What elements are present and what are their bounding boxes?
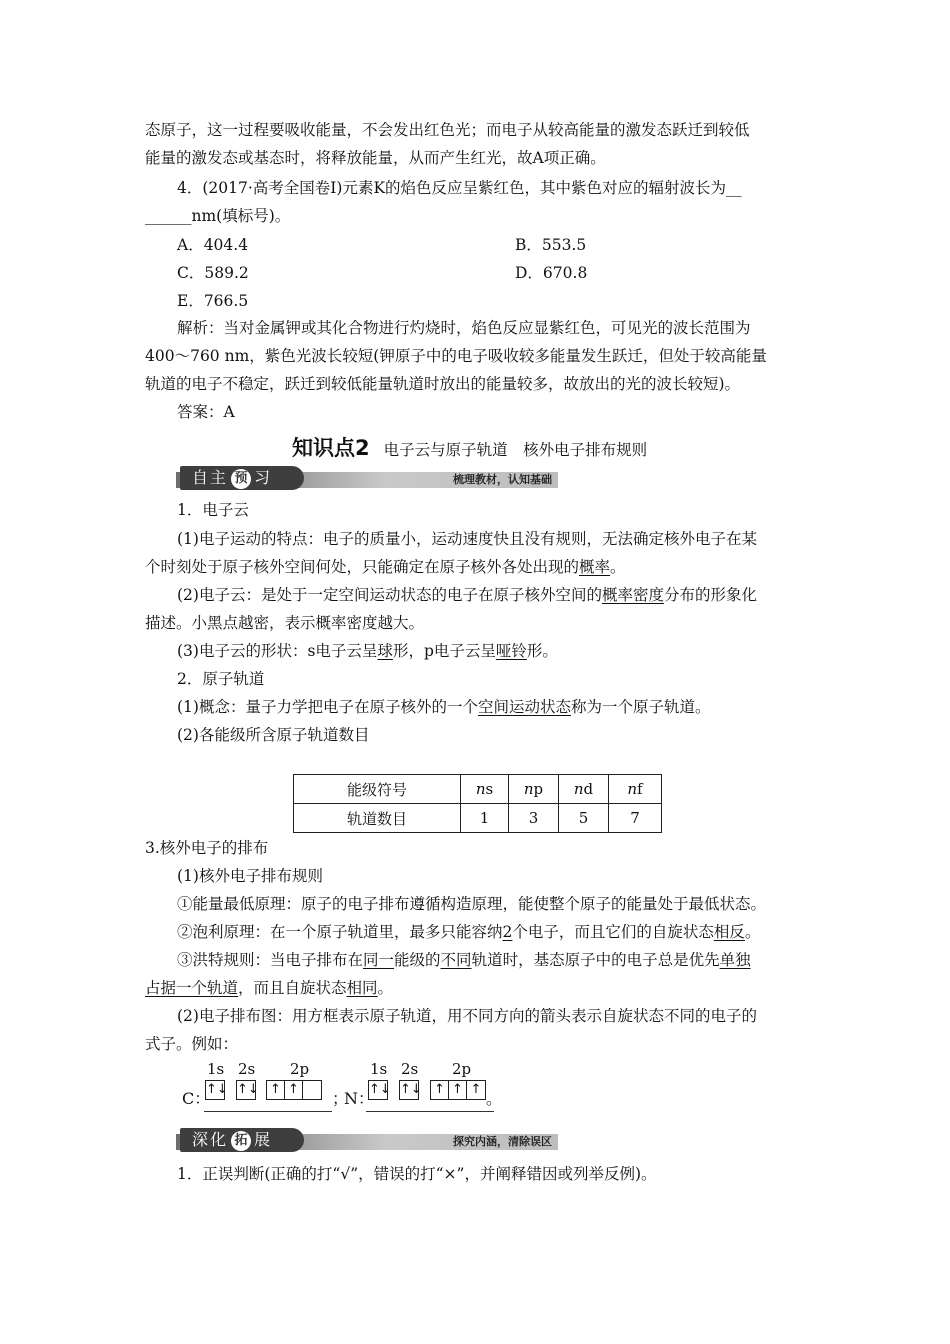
- question-4-line: 4．(2017·高考全国卷Ⅰ)元素K的焰色反应呈紫红色，其中紫色对应的辐射波长为__: [177, 179, 742, 197]
- banner-tag-text: 展: [254, 1130, 273, 1149]
- option-d: D．670.8: [515, 264, 588, 282]
- table-cell: 1: [461, 804, 509, 833]
- table-cell: nd: [559, 775, 609, 804]
- banner-tag: [180, 1128, 304, 1152]
- diagram-rule: [204, 1111, 332, 1112]
- separator: ；: [332, 1089, 349, 1108]
- rule-line: ②泡利原理：在一个原子轨道里，最多只能容纳2个电子，而且它们的自旋状态相反。: [177, 923, 761, 941]
- paragraph-line: (2)电子排布图：用方框表示原子轨道，用不同方向的箭头表示自旋状态不同的电子的: [177, 1007, 757, 1025]
- paragraph-line: (3)电子云的形状：s电子云呈球形，p电子云呈哑铃形。: [177, 642, 558, 660]
- paragraph-line: (1)电子运动的特点：电子的质量小，运动速度快且没有规则，无法确定核外电子在某: [177, 530, 757, 548]
- banner-tag-text: 深化: [192, 1130, 229, 1149]
- table-row: [294, 775, 662, 804]
- fill-in-answer: 同一: [363, 951, 395, 969]
- option-c: C．589.2: [177, 264, 249, 282]
- orbital-box-1s: ↑↓: [205, 1080, 225, 1100]
- orbital-box-2s: ↑↓: [236, 1080, 256, 1100]
- paragraph-line: 式子。例如：: [145, 1035, 239, 1053]
- option-b: B．553.5: [515, 236, 587, 254]
- knowledge-point-title: 知识点2: [292, 436, 370, 460]
- fill-in-answer: 不同: [440, 951, 472, 969]
- table-header-cell: 轨道数目: [294, 804, 461, 833]
- paragraph-line: 个时刻处于原子核外空间何处，只能确定在原子核外各处出现的概率。: [145, 558, 626, 576]
- section-banner-preview: [176, 466, 558, 490]
- paragraph-line: (1)概念：量子力学把电子在原子核外的一个空间运动状态称为一个原子轨道。: [177, 698, 711, 716]
- fill-in-answer: 空间运动状态: [477, 698, 571, 716]
- orbital-box-2p: ↑ ↑: [266, 1080, 322, 1100]
- banner-tag: [180, 466, 304, 490]
- orbital-label: 1s: [370, 1060, 388, 1078]
- question-line: 1．正误判断(正确的打“√”，错误的打“×”，并阐释错因或列举反例)。: [177, 1165, 657, 1183]
- paragraph-line: (2)电子云：是处于一定空间运动状态的电子在原子核外空间的概率密度分布的形象化: [177, 586, 757, 604]
- table-header-cell: 能级符号: [294, 775, 461, 804]
- orbital-box-2p: ↑ ↑ ↑: [430, 1080, 486, 1100]
- table-cell: 7: [609, 804, 662, 833]
- section-heading: 3.核外电子的排布: [145, 839, 269, 857]
- fill-in-answer: 单独: [719, 951, 751, 969]
- fill-in-answer: 哑铃: [495, 642, 527, 660]
- banner-tag-text: 习: [254, 468, 273, 487]
- question-4-line: ______nm(填标号)。: [145, 207, 291, 225]
- element-symbol-c: C：: [182, 1089, 211, 1108]
- orbital-count-table: [293, 774, 662, 833]
- analysis-line: 轨道的电子不稳定，跃迁到较低能量轨道时放出的能量较多，故放出的光的波长较短)。: [145, 375, 741, 393]
- option-a: A．404.4: [177, 236, 249, 254]
- fill-in-answer: 概率: [579, 558, 611, 576]
- banner-circle-char: 拓: [231, 1131, 251, 1151]
- analysis-line: 解析：当对金属钾或其化合物进行灼烧时，焰色反应显紫红色，可见光的波长范围为: [177, 319, 751, 337]
- fill-in-answer: 概率密度: [601, 586, 664, 604]
- diagram-rule: [366, 1111, 494, 1112]
- answer-line: 答案：A: [177, 403, 235, 421]
- table-row: [294, 804, 662, 833]
- section-heading: 1．电子云: [177, 501, 249, 519]
- paragraph-line: 态原子，这一过程要吸收能量，不会发出红色光；而电子从较高能量的激发态跃迁到较低: [145, 121, 750, 139]
- period: 。: [486, 1089, 503, 1108]
- fill-in-answer: 占据一个轨道: [145, 979, 239, 997]
- table-cell: np: [509, 775, 559, 804]
- fill-in-answer: 相同: [346, 979, 378, 997]
- table-cell: nf: [609, 775, 662, 804]
- section-banner-extension: [176, 1128, 558, 1152]
- paragraph-line: (1)核外电子排布规则: [177, 867, 323, 885]
- orbital-diagram: [0, 1058, 950, 1118]
- orbital-box-2s: ↑↓: [399, 1080, 419, 1100]
- orbital-label: 2s: [238, 1060, 256, 1078]
- section-heading: 2．原子轨道: [177, 670, 265, 688]
- fill-in-answer: 2: [502, 923, 513, 941]
- banner-hint: 梳理教材，认知基础: [453, 473, 552, 486]
- orbital-label: 2s: [401, 1060, 419, 1078]
- banner-tag-text: 自主: [192, 468, 229, 487]
- knowledge-point-subtitle: 电子云与原子轨道 核外电子排布规则: [383, 441, 648, 459]
- banner-hint: 探究内涵，清除误区: [453, 1135, 552, 1148]
- banner-circle-char: 预: [231, 469, 251, 489]
- paragraph-line: (2)各能级所含原子轨道数目: [177, 726, 370, 744]
- orbital-label: 2p: [452, 1060, 472, 1078]
- table-cell: 3: [509, 804, 559, 833]
- table-cell: 5: [559, 804, 609, 833]
- analysis-line: 400～760 nm，紫色光波长较短(钾原子中的电子吸收较多能量发生跃迁，但处于较高能量: [145, 347, 767, 365]
- orbital-box-1s: ↑↓: [368, 1080, 388, 1100]
- orbital-label: 1s: [207, 1060, 225, 1078]
- fill-in-answer: 球: [377, 642, 393, 660]
- rule-line: ①能量最低原理：原子的电子排布遵循构造原理，能使整个原子的能量处于最低状态。: [177, 895, 767, 913]
- rule-line: ③洪特规则：当电子排布在同一能级的不同轨道时，基态原子中的电子总是优先单独: [177, 951, 751, 969]
- rule-line: 占据一个轨道，而且自旋状态相同。: [145, 979, 394, 997]
- element-symbol-n: N：: [344, 1089, 375, 1108]
- orbital-label: 2p: [290, 1060, 310, 1078]
- table-cell: ns: [461, 775, 509, 804]
- fill-in-answer: 相反: [713, 923, 745, 941]
- option-e: E．766.5: [177, 292, 249, 310]
- knowledge-point-heading: [292, 432, 647, 462]
- paragraph-line: 能量的激发态或基态时，将释放能量，从而产生红光，故A项正确。: [145, 149, 606, 167]
- paragraph-line: 描述。小黑点越密，表示概率密度越大。: [145, 614, 425, 632]
